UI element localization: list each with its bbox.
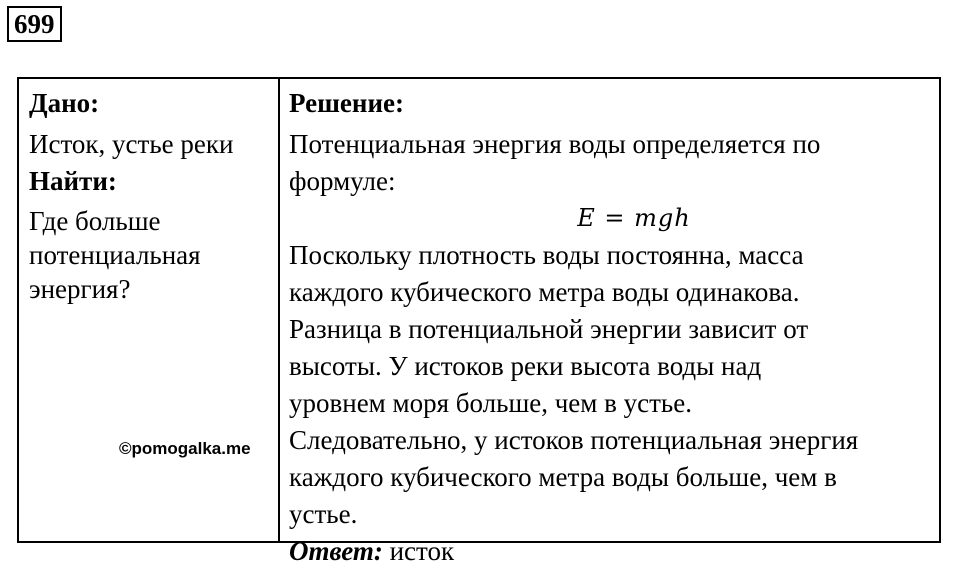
formula: E = mgh <box>577 204 691 232</box>
find-question <box>29 204 274 306</box>
given-column <box>29 85 274 306</box>
solution-label: Решение: <box>289 88 404 118</box>
solution-line: Разница в потенциальной энергии зависит от <box>289 314 809 344</box>
solution-column <box>289 85 939 570</box>
find-line: энергия? <box>29 274 131 304</box>
answer-text: исток <box>382 536 455 566</box>
solution-line: формуле: <box>289 166 396 196</box>
watermark: ©pomogalka.me <box>119 439 251 458</box>
solution-intro <box>289 126 939 200</box>
solution-line: каждого кубического метра воды больше, чем в <box>289 462 837 492</box>
column-divider <box>278 79 280 541</box>
given-label: Дано: <box>29 88 100 118</box>
solution-body <box>289 237 939 533</box>
solution-line: Поскольку плотность воды постоянна, масса <box>289 240 804 270</box>
find-line: Где больше <box>29 206 161 236</box>
solution-line: высоты. У истоков реки высота воды над <box>289 351 762 381</box>
given-text: Исток, устье реки <box>29 129 234 159</box>
answer-label: Ответ: <box>289 536 383 566</box>
solution-table <box>17 77 941 566</box>
solution-line: Следовательно, у истоков потенциальная энергия <box>289 425 859 455</box>
solution-line: уровнем моря больше, чем в устье. <box>289 388 692 418</box>
solution-line: Потенциальная энергия воды определяется по <box>289 129 821 159</box>
find-line: потенциальная <box>29 240 201 270</box>
solution-line: каждого кубического метра воды одинакова. <box>289 277 800 307</box>
answer-line <box>289 533 939 570</box>
solution-line: устье. <box>289 499 358 529</box>
find-label: Найти: <box>29 166 117 196</box>
problem-number: 699 <box>7 6 62 42</box>
